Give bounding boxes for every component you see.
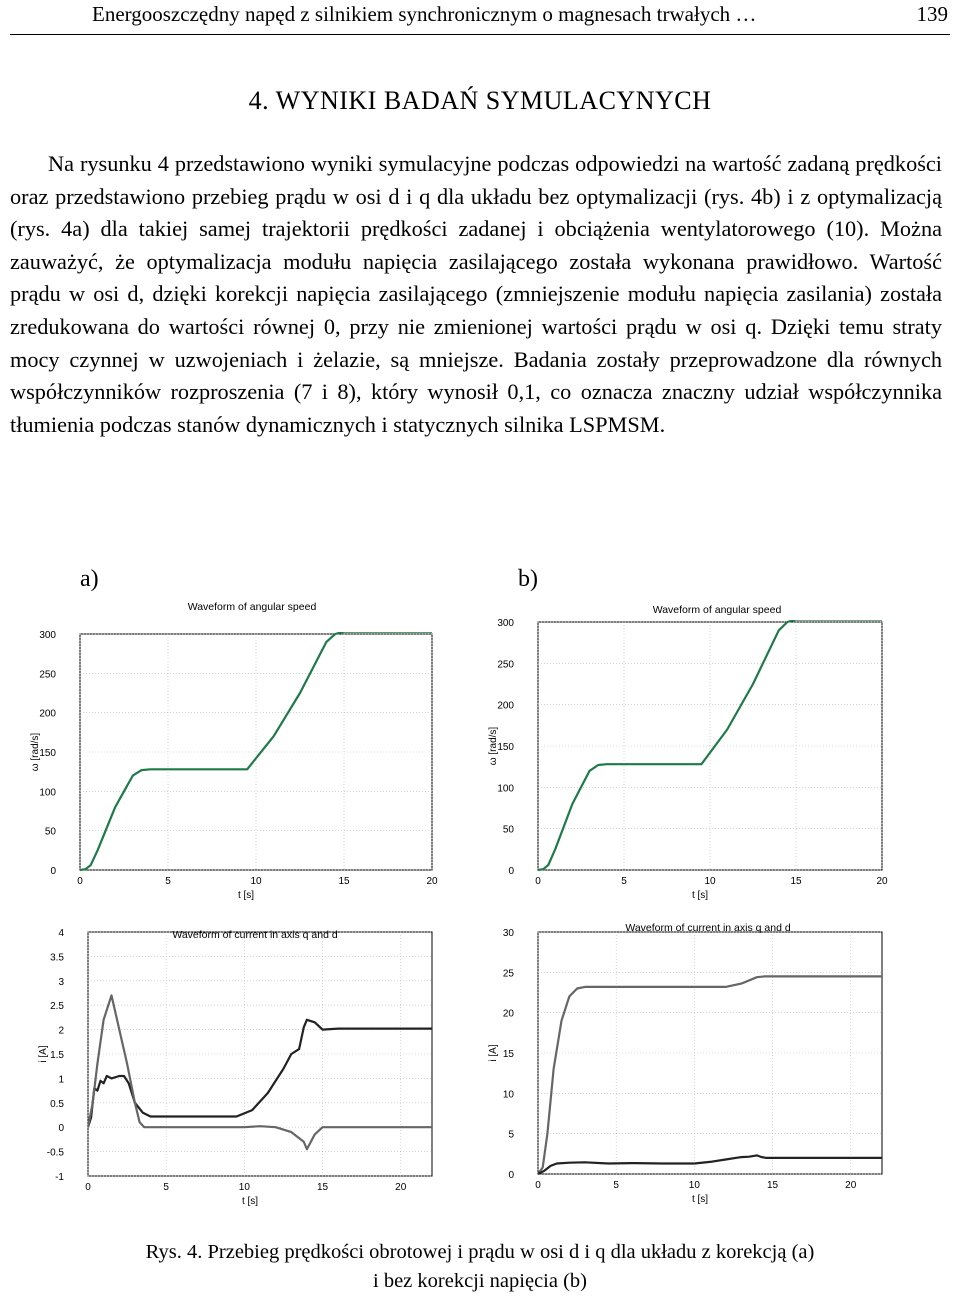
y-tick-label: 200	[39, 708, 56, 720]
chart-title: Waveform of current in axis q and d	[172, 929, 338, 941]
y-tick-label: 300	[497, 618, 514, 629]
x-axis-label: t [s]	[237, 890, 255, 901]
x-tick-label: 10	[238, 1182, 250, 1193]
y-tick-label: 20	[502, 1008, 514, 1020]
page-number: 139	[916, 2, 948, 26]
x-tick-label: 0	[77, 876, 83, 887]
y-tick-label: 0	[508, 1170, 514, 1181]
y-tick-label: 1	[58, 1074, 64, 1086]
y-tick-label: 15	[502, 1049, 514, 1060]
y-tick-label: 50	[44, 826, 56, 838]
panel-label-a: a)	[80, 566, 99, 592]
header-rule	[10, 34, 950, 35]
y-tick-label: 0	[58, 1123, 64, 1135]
x-axis-label: t [s]	[241, 1196, 259, 1207]
x-tick-label: 10	[250, 876, 262, 887]
series-line-1	[538, 976, 890, 1174]
y-axis-label: ω [rad/s]	[488, 726, 499, 766]
y-tick-label: 2.5	[50, 1001, 64, 1013]
y-tick-label: -1	[55, 1172, 64, 1183]
y-tick-label: 0.5	[50, 1098, 64, 1110]
x-axis-label: t [s]	[691, 1194, 709, 1205]
y-tick-label: 250	[497, 659, 514, 671]
y-tick-label: 30	[502, 928, 514, 939]
figure-4	[0, 560, 960, 1220]
caption-line-2: i bez korekcji napięcia (b)	[373, 1270, 587, 1292]
chart-title: Waveform of angular speed	[187, 601, 317, 613]
y-tick-label: 100	[39, 787, 56, 799]
y-tick-label: 0	[50, 866, 56, 877]
y-tick-label: 3.5	[50, 952, 64, 964]
y-axis-label: i [A]	[38, 1045, 49, 1063]
chart-title: Waveform of angular speed	[652, 604, 782, 616]
chart-a-speed	[30, 601, 476, 901]
series-line-2	[88, 995, 440, 1149]
paragraph: Na rysunku 4 przedstawiono wyniki symulacyjne podczas odpowiedzi na wartość zadaną prędkości oraz przedstawiono przebieg prądu w osi d i q dla układu bez optymalizacji (rys. 4b) i z optymalizacją (rys. 4a) dla takiej samej trajektorii prędkości zadanej i obciążenia wentylatorowego (10). Można zauważyć, że optymalizacja modułu napięcia zasilającego została wykonana prawidłowo. Wartość prądu w osi d, dzięki korekcji napięcia zasilającego (zmniejszenie modułu napięcia zasilania) została zredukowana do wartości równej 0, przy nie zmienionej wartości prądu w osi q. Dzięki temu straty mocy czynnej w uzwojeniach i żelazie, są mniejsze. Badania zostały przeprowadzone dla równych współczynników rozproszenia (7 i 8), który wynosił 0,1, co oznacza znaczny udział współczynnika tłumienia podczas stanów dynamicznych i statycznych silnika LSPMSM.	[10, 151, 942, 437]
series-line-2	[538, 1155, 890, 1174]
series-line-1	[88, 1020, 440, 1127]
x-tick-label: 15	[338, 876, 350, 887]
x-tick-label: 0	[85, 1182, 91, 1193]
x-tick-label: 5	[163, 1182, 169, 1193]
caption-line-1: Rys. 4. Przebieg prędkości obrotowej i prądu w osi d i q dla układu z korekcją (a)	[145, 1241, 815, 1263]
x-tick-label: 20	[426, 876, 438, 887]
page-header	[0, 0, 960, 36]
x-tick-label: 20	[395, 1182, 407, 1193]
x-tick-label: 15	[790, 876, 802, 887]
y-tick-label: 1.5	[50, 1050, 64, 1061]
x-tick-label: 0	[535, 876, 541, 887]
figure-4-svg	[0, 560, 960, 1220]
chart-b-speed	[488, 604, 925, 901]
panel-label-b: b)	[518, 566, 538, 592]
y-tick-label: 150	[497, 742, 514, 753]
x-tick-label: 0	[535, 1180, 541, 1191]
x-tick-label: 5	[165, 876, 171, 887]
x-axis-label: t [s]	[691, 890, 709, 901]
x-tick-label: 15	[316, 1182, 329, 1193]
running-title: Energooszczędny napęd z silnikiem synchronicznym o magnesach trwałych …	[92, 2, 757, 26]
y-tick-label: 2	[58, 1025, 64, 1037]
x-tick-label: 5	[613, 1180, 619, 1191]
series-line-1	[538, 620, 925, 871]
x-tick-label: 15	[766, 1180, 779, 1191]
x-tick-label: 10	[688, 1180, 700, 1191]
y-axis-label: i [A]	[488, 1044, 499, 1062]
y-tick-label: 25	[502, 968, 514, 980]
x-tick-label: 20	[845, 1180, 857, 1191]
section-title: 4. WYNIKI BADAŃ SYMULACYNYCH	[248, 86, 712, 115]
y-tick-label: 250	[39, 669, 56, 681]
y-tick-label: -0.5	[46, 1147, 64, 1159]
x-tick-label: 5	[621, 876, 627, 887]
x-tick-label: 20	[876, 876, 888, 887]
y-tick-label: 0	[508, 866, 514, 877]
y-tick-label: 300	[39, 630, 56, 641]
body-text	[10, 148, 942, 441]
chart-b-current	[488, 922, 890, 1205]
figure-caption	[0, 1238, 960, 1296]
y-tick-label: 10	[502, 1089, 514, 1101]
y-tick-label: 4	[58, 928, 64, 939]
series-line-1	[80, 632, 476, 870]
y-tick-label: 100	[497, 783, 514, 795]
y-tick-label: 200	[497, 700, 514, 712]
y-axis-label: ω [rad/s]	[30, 732, 41, 772]
chart-title: Waveform of current in axis q and d	[625, 922, 791, 934]
chart-a-current	[38, 928, 440, 1207]
y-tick-label: 150	[39, 748, 56, 759]
y-tick-label: 5	[508, 1129, 514, 1141]
y-tick-label: 3	[58, 976, 64, 988]
y-tick-label: 50	[502, 824, 514, 836]
x-tick-label: 10	[704, 876, 716, 887]
